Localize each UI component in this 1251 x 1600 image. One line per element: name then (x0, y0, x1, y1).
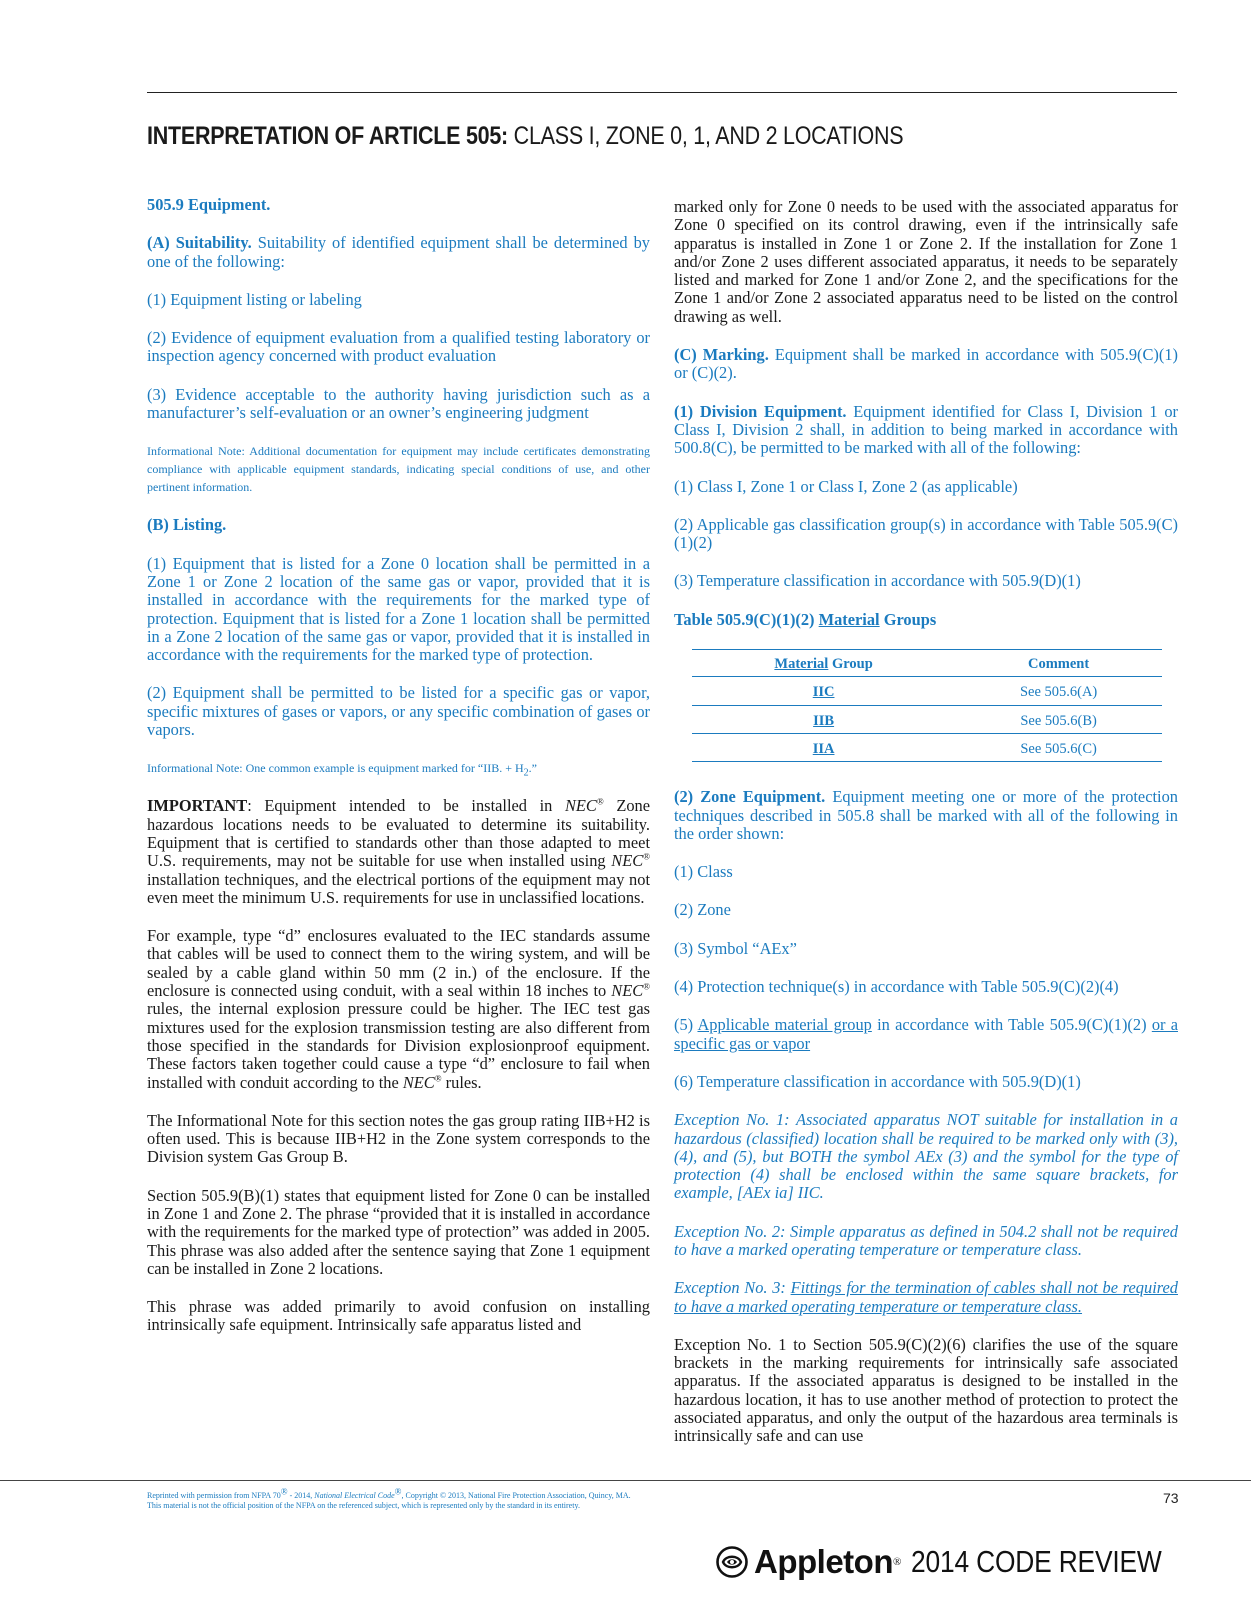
listing-item-1: (1) Equipment that is listed for a Zone 0 location shall be permitted in a Zone 1 or Zone 2 location of the same gas or vapor, provided that it is installed in accordance with the requirements for the marked type of protection. Equipment that is listed for a Zone 1 location shall be permitted in a Zone 2 location of the same gas or vapor, provided that it is installed in accordance with the requirements for the marked type of protection. (147, 553, 650, 665)
page-title (147, 122, 903, 151)
comment-cell: See 505.6(C) (955, 733, 1162, 761)
phrase-paragraph: This phrase was added primarily to avoid confusion on installing intrinsically safe equipment. Intrinsically safe apparatus listed and (147, 1297, 650, 1335)
zone-item-1: (1) Class (674, 862, 733, 882)
zone-item-6: (6) Temperature classification in accordance with 505.9(D)(1) (674, 1071, 1081, 1091)
group-cell: IIA (692, 733, 955, 761)
column-header-comment: Comment (955, 650, 1162, 677)
division-item-2: (2) Applicable gas classification group(s) in accordance with Table 505.9(C)(1)(2) (674, 514, 1178, 553)
title-bold: INTERPRETATION OF ARTICLE 505: (147, 122, 508, 150)
zone-item-3: (3) Symbol “AEx” (674, 938, 797, 958)
appleton-logo-icon (716, 1546, 748, 1578)
division-item-3: (3) Temperature classification in accordance with 505.9(D)(1) (674, 571, 1081, 591)
zone-item-4: (4) Protection technique(s) in accordance with Table 505.9(C)(2)(4) (674, 977, 1119, 997)
footnote (147, 1486, 707, 1511)
left-column (147, 196, 650, 1355)
last-paragraph: Exception No. 1 to Section 505.9(C)(2)(6) clarifies the use of the square brackets in the marking requirements for intrinsically safe associated apparatus. If the associated apparatus is designed to be installed in the hazardous location, it has to use another method of protection to protect the associated apparatus, and only the output of the hazardous area terminals is intrinsically safe and can use (674, 1334, 1178, 1446)
group-cell: IIB (692, 705, 955, 733)
table-row (692, 733, 1162, 761)
listing-item-2: (2) Equipment shall be permitted to be listed for a specific gas or vapor, specific mixtures of gases or vapors, or any specific combination of gases or vapors. (147, 683, 650, 740)
section-paragraph: Section 505.9(B)(1) states that equipment listed for Zone 0 can be installed in Zone 1 and Zone 2. The phrase “provided that it is installed in accordance with the requirements for the marked type of protection” was added in 2005. This phrase was also added after the sentence saying that Zone 1 equipment can be installed in Zone 2 locations. (147, 1185, 650, 1278)
table-row (692, 677, 1162, 705)
code-review-label: 2014 CODE REVIEW (911, 1544, 1162, 1579)
important-paragraph: IMPORTANT: Equipment intended to be installed in NEC® Zone hazardous locations needs to be evaluated to determine its suitability. Equipment that is certified to standards other than those adapted to meet U.S. requirements, may not be suitable for use when installed using NEC® installation techniques, and the electrical portions of the equipment may not even meet the minimum U.S. requirements for use in unclassified locations. (147, 796, 650, 907)
brand-reg-mark: ® (892, 1556, 902, 1568)
right-column (674, 198, 1178, 1466)
division-item-1: (1) Class I, Zone 1 or Class I, Zone 2 (as applicable) (674, 476, 1018, 496)
title-rest: CLASS I, ZONE 0, 1, AND 2 LOCATIONS (507, 122, 904, 150)
comment-cell: See 505.6(A) (955, 677, 1162, 705)
informational-note-1: Informational Note: Additional documentation for equipment may include certificates demonstrating compliance with applicable equipment standards, indicating special conditions of use, and other pertinent information. (147, 444, 650, 495)
continued-paragraph: marked only for Zone 0 needs to be used with the associated apparatus for Zone 0 specified on its control drawing, even if the intrinsically safe apparatus is installed in Zone 1 or Zone 2. If the installation for Zone 1 and/or Zone 2 uses different associated apparatus, it needs to be separately listed and marked for Zone 1 and/or Zone 2, and the specifications for the Zone 1 and/or Zone 2 associated apparatus need to be listed on the control drawing as well. (674, 197, 1178, 326)
marking-paragraph: (C) Marking. Equipment shall be marked in accordance with 505.9(C)(1) or (C)(2). (674, 345, 1178, 383)
header-rule (147, 92, 1177, 93)
footnote-line-2: This material is not the official position of the NFPA on the referenced subject, which is represented only by the standard in its entirety. (147, 1501, 580, 1510)
section-heading: 505.9 Equipment. (147, 195, 271, 214)
footer-rule (0, 1480, 1251, 1481)
exception-2: Exception No. 2: Simple apparatus as defined in 504.2 shall not be required to have a marked operating temperature or temperature class. (674, 1221, 1178, 1259)
brand-name: Appleton (754, 1543, 893, 1580)
suitability-item-1: (1) Equipment listing or labeling (147, 289, 362, 309)
page-number: 73 (1163, 1490, 1179, 1506)
comment-cell: See 505.6(B) (955, 705, 1162, 733)
exception-3: Exception No. 3: Fittings for the termination of cables shall not be required to have a marked operating temperature or temperature class. (674, 1278, 1178, 1316)
example-paragraph: For example, type “d” enclosures evaluated to the IEC standards assume that cables will be used to connect them to the wiring system, and will be sealed by a cable gland within 50 mm (2 in.) of the enclosure. If the enclosure is connected using conduit, with a seal within 18 inches to NEC® rules, the internal explosion pressure could be higher. The IEC test gas mixtures used for the explosion transmission testing are also different from those specified in the standards for Division explosionproof equipment. These factors taken together could cause a type “d” enclosure to fail when installed with conduit according to the NEC® rules. (147, 926, 650, 1092)
exception-1: Exception No. 1: Associated apparatus NOT suitable for installation in a hazardous (classified) location shall be required to be marked only with (3), (4), and (5), but BOTH the symbol AEx (3) and the symbol for the type of protection (4) shall be enclosed within the same square brackets, for example, [AEx ia] IIC. (674, 1110, 1178, 1203)
group-cell: IIC (692, 677, 955, 705)
suitability-item-3: (3) Evidence acceptable to the authority having jurisdiction such as a manufacturer’s self-evaluation or an owner’s engineering judgment (147, 384, 650, 423)
suitability-paragraph: (A) Suitability. Suitability of identified equipment shall be determined by one of the following: (147, 233, 650, 271)
brand-footer (716, 1540, 1206, 1584)
footnote-line-1: Reprinted with permission from NFPA 70® - 2014, National Electrical Code®, Copyright © 2013, National Fire Protection Association, Quincy, MA. (147, 1486, 631, 1500)
zone-item-2: (2) Zone (674, 900, 731, 920)
info-note-paragraph: The Informational Note for this section notes the gas group rating IIB+H2 is often used. This is because IIB+H2 in the Zone system corresponds to the Division system Gas Group B. (147, 1110, 650, 1167)
zone-item-5: (5) Applicable material group in accordance with Table 505.9(C)(1)(2) or a specific gas or vapor (674, 1015, 1178, 1053)
listing-heading: (B) Listing. (147, 515, 227, 535)
zone-equipment-paragraph: (2) Zone Equipment. Equipment meeting one or more of the protection techniques described in 505.8 shall be marked with all of the following in the order shown: (674, 787, 1178, 843)
suitability-item-2: (2) Evidence of equipment evaluation from a qualified testing laboratory or inspection agency concerned with product evaluation (147, 328, 650, 366)
informational-note-2: Informational Note: One common example is equipment marked for “IIB. + $H_2$.” (147, 761, 537, 779)
table-title: Table 505.9(C)(1)(2) Material Groups (674, 609, 937, 629)
column-header-group: Material Group (692, 650, 955, 677)
division-equipment-paragraph: (1) Division Equipment. Equipment identified for Class I, Division 1 or Class I, Division 2 shall, in addition to being marked in accordance with 500.8(C), be permitted to be marked with all of the following: (674, 401, 1179, 458)
material-groups-table (692, 649, 1162, 762)
table-row (692, 705, 1162, 733)
